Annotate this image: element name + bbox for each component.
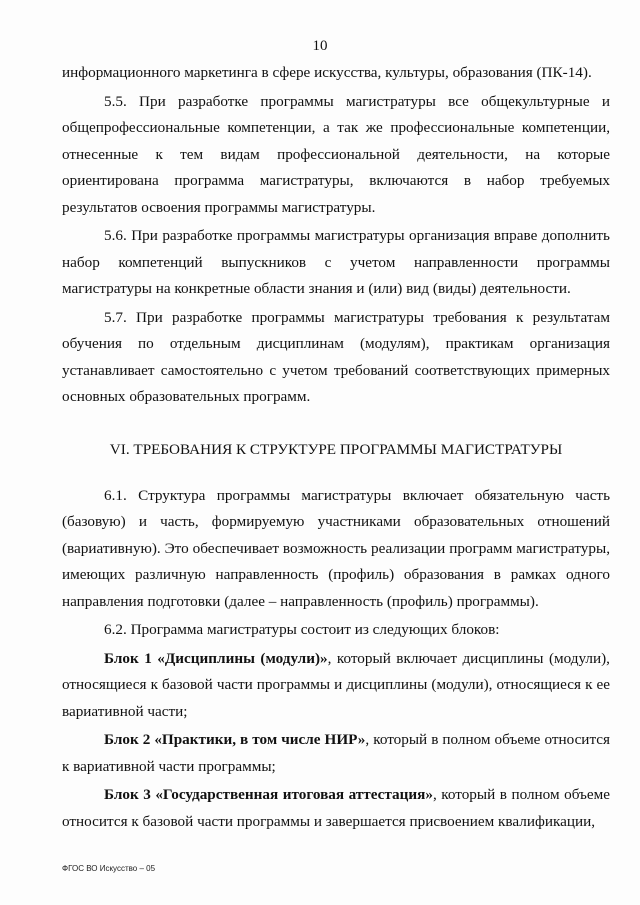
paragraph-continuation: информационного маркетинга в сфере искусства, культуры, образования (ПК-14). [62,64,592,81]
paragraph-5-5: 5.5. При разработке программы магистратуры все общекультурные и общепрофессиональные компетенции, а так же профессиональные компетенции, отнесенные к тем видам профессиональной деятельности, на которые ориентирована программа магистратуры, включаются в набор требуемых результатов освоения программы магистратуры. [62,92,610,216]
paragraph-6-1: 6.1. Структура программы магистратуры включает обязательную часть (базовую) и часть, формируемую участниками образовательных отношений (вариативную). Это обеспечивает возможность реализации программ магистратуры, имеющих различную направленность (профиль) образования в рамках одного направления подготовки (далее – направленность (профиль) программы). [62,486,610,610]
document-body [62,60,610,835]
block-2-paragraph [62,727,610,780]
section-heading: VI. ТРЕБОВАНИЯ К СТРУКТУРЕ ПРОГРАММЫ МАГИСТРАТУРЫ [109,440,563,458]
block-1-paragraph [62,646,610,726]
block-3-paragraph [62,782,610,835]
page-number: 10 [312,38,328,54]
block-3-title: Блок 3 «Государственная итоговая аттестация» [104,786,433,803]
block-1-text: , который включает дисциплины (модули), относящиеся к базовой части программы и дисциплины (модули), относящиеся к ее вариативной части; [62,649,610,720]
paragraph-5-6: 5.6. При разработке программы магистратуры организация вправе дополнить набор компетенций выпускников с учетом направленности программы магистратуры на конкретные области знания и (или) вид (виды) деятельности. [62,227,610,297]
block-1-title: Блок 1 «Дисциплины (модули)» [104,649,328,667]
block-3-text: , который в полном объеме относится к базовой части программы и завершается присвоением квалификации, [62,786,610,830]
page-footer: ФГОС ВО Искусство – 05 [62,864,156,873]
paragraph-5-7: 5.7. При разработке программы магистратуры требования к результатам обучения по отдельным дисциплинам (модулям), практикам организация устанавливает самостоятельно с учетом требований соответствующих примерных основных образовательных программ. [62,308,610,405]
paragraph-6-2: 6.2. Программа магистратуры состоит из следующих блоков: [104,621,500,638]
block-2-text: , который в полном объеме относится к вариативной части программы; [62,731,610,775]
block-2-title: Блок 2 «Практики, в том числе НИР» [104,731,366,748]
